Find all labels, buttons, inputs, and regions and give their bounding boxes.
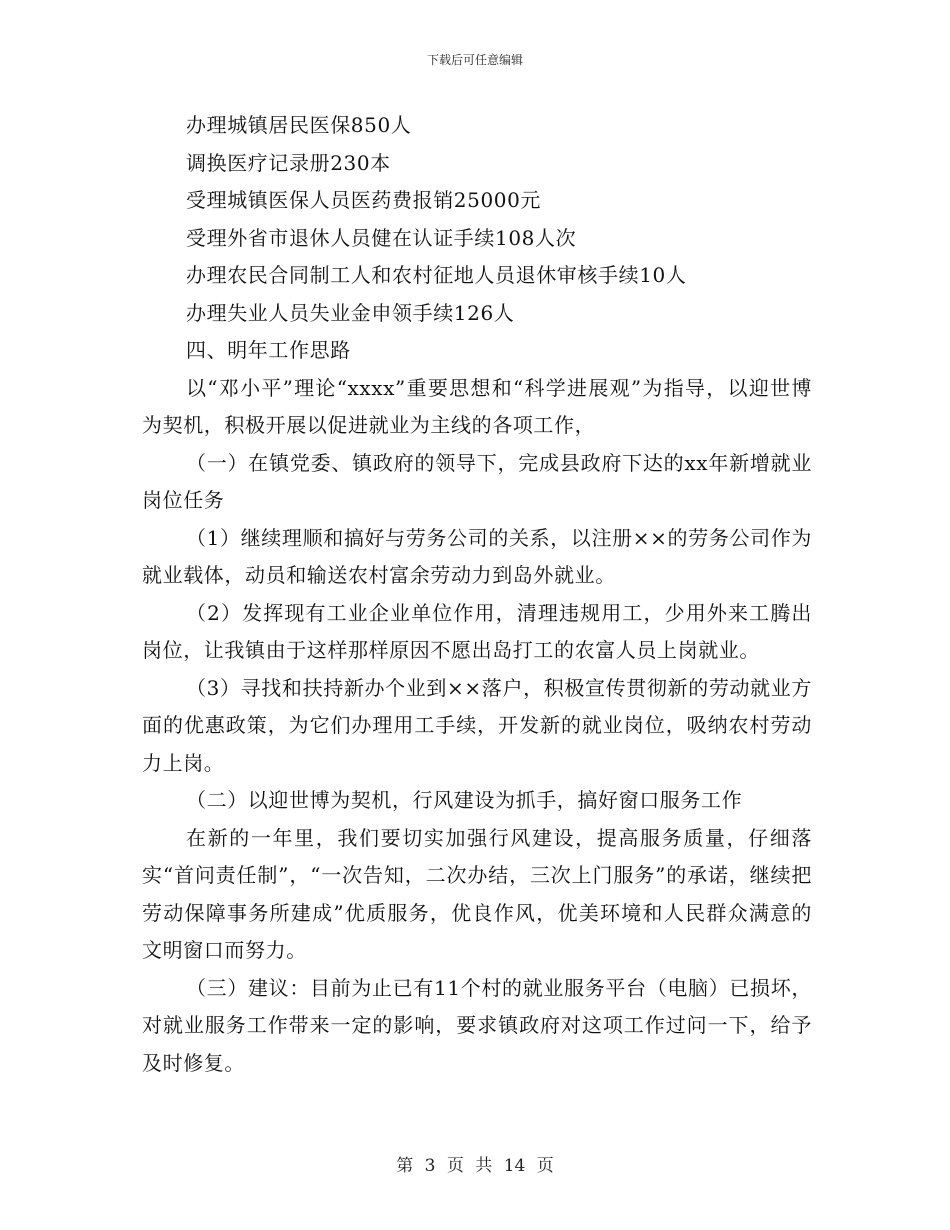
paragraph-service-quality: 在新的一年里，我们要切实加强行风建设，提高服务质量，仔细落实“首问责任制”，“一次告知，二次办结，三次上门服务”的承诺，继续把劳动保障事务所建成”优质服务，优良作风，优美环境和人民群众满意的文明窗口而努力。 — [142, 825, 812, 962]
paragraph-retiree-certification: 受理外省市退休人员健在认证手续108人次 — [186, 225, 577, 250]
page-header: 下载后可任意编辑 — [426, 53, 523, 67]
item-1-labor-company: （1）继续理顺和搞好与劳务公司的关系，以注册××的劳务公司作为就业载体，动员和输送农村富余劳动力到岛外就业。 — [142, 525, 812, 587]
paragraph-guiding-principle: 以“邓小平”理论“xxxx”重要思想和“科学进展观”为指导，以迎世博为契机，积极开展以促进就业为主线的各项工作， — [142, 375, 812, 437]
item-3-new-enterprises: （3）寻找和扶持新办个业到××落户，积极宣传贯彻新的劳动就业方面的优惠政策，为它们办理用工手续，开发新的就业岗位，吸纳农村劳动力上岗。 — [142, 675, 812, 775]
page-footer: 第 3 页 共 14 页 — [396, 1156, 554, 1176]
paragraph-unemployment-benefits: 办理失业人员失业金申领手续126人 — [186, 300, 515, 325]
paragraph-medical-insurance: 办理城镇居民医保850人 — [186, 113, 412, 137]
item-2-industrial-enterprises: （2）发挥现有工业企业单位作用，清理违规用工，少用外来工腾出岗位，让我镇由于这样那样原因不愿出岛打工的农富人员上岗就业。 — [142, 600, 812, 662]
paragraph-retirement-review: 办理农民合同制工人和农村征地人员退休审核手续10人 — [186, 263, 687, 287]
document-body — [142, 107, 812, 1082]
subsection-1-heading: （一）在镇党委、镇政府的领导下，完成县政府下达的xx年新增就业岗位任务 — [142, 450, 812, 512]
subsection-2-heading: （二）以迎世博为契机，行风建设为抓手，搞好窗口服务工作 — [186, 788, 743, 812]
subsection-3-suggestion: （三）建议：目前为止已有11个村的就业服务平台（电脑）已损坏，对就业服务工作带来一定的影响，要求镇政府对这项工作过问一下，给予及时修复。 — [142, 975, 812, 1075]
paragraph-medical-records: 调换医疗记录册230本 — [186, 150, 391, 175]
section-heading-next-year: 四、明年工作思路 — [186, 338, 351, 362]
paragraph-reimbursement: 受理城镇医保人员医药费报销25000元 — [186, 188, 542, 212]
